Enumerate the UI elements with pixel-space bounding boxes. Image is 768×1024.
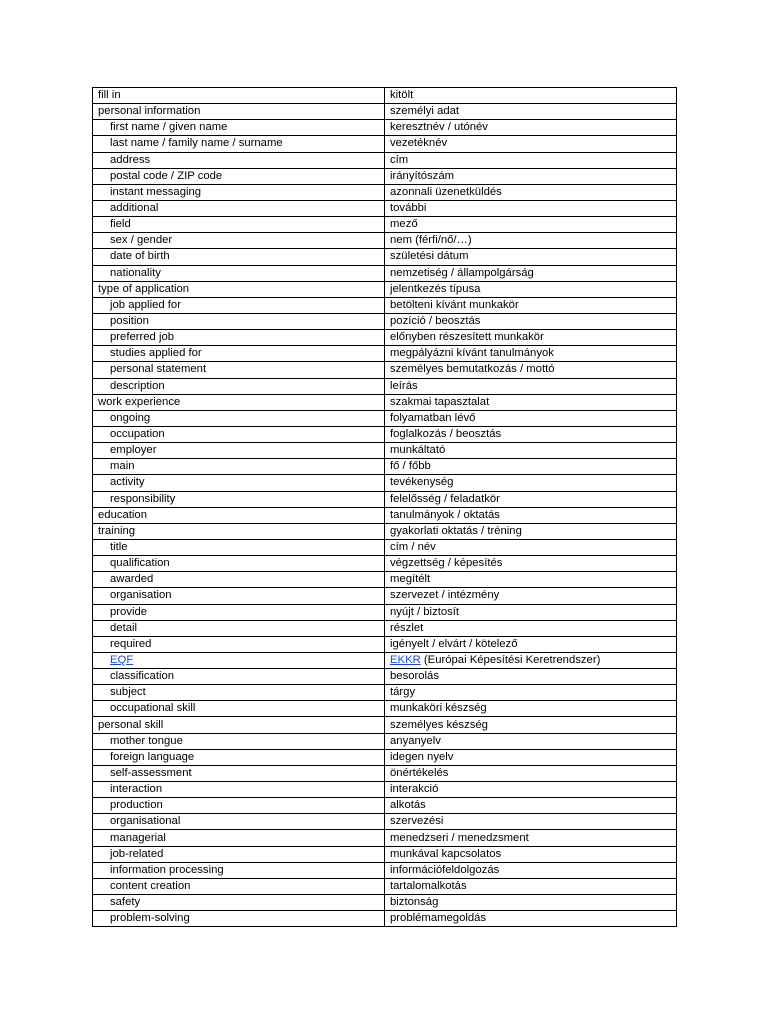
english-term-cell — [93, 313, 385, 329]
table-row — [93, 459, 677, 475]
hungarian-term-cell — [385, 233, 677, 249]
hungarian-term-cell — [385, 265, 677, 281]
hungarian-term: nemzetiség / állampolgárság — [390, 266, 534, 279]
hungarian-term: személyes bemutatkozás / mottó — [390, 363, 555, 376]
hungarian-term: tevékenység — [390, 476, 454, 489]
hungarian-term-cell — [385, 830, 677, 846]
hungarian-term-cell — [385, 814, 677, 830]
table-row — [93, 798, 677, 814]
hungarian-term-cell — [385, 378, 677, 394]
hungarian-term: anyanyelv — [390, 734, 441, 747]
english-term: job applied for — [110, 298, 181, 311]
english-term-cell — [93, 200, 385, 216]
english-term-cell — [93, 362, 385, 378]
hungarian-term-cell — [385, 539, 677, 555]
table-row — [93, 782, 677, 798]
english-term: main — [110, 460, 135, 473]
hungarian-term-link[interactable]: EKKR — [390, 653, 421, 666]
table-row — [93, 297, 677, 313]
english-term-link[interactable]: EQF — [110, 653, 134, 666]
english-term: work experience — [98, 395, 181, 408]
hungarian-term-cell — [385, 895, 677, 911]
table-row — [93, 604, 677, 620]
english-term: classification — [110, 670, 175, 683]
english-term-cell — [93, 685, 385, 701]
english-term: nationality — [110, 266, 161, 279]
english-term: additional — [110, 202, 159, 215]
english-term-cell — [93, 394, 385, 410]
table-row — [93, 313, 677, 329]
english-term: ongoing — [110, 411, 151, 424]
hungarian-term-cell — [385, 572, 677, 588]
hungarian-term-cell — [385, 426, 677, 442]
english-term-cell — [93, 701, 385, 717]
hungarian-term-cell — [385, 782, 677, 798]
hungarian-term-cell — [385, 556, 677, 572]
english-term-cell — [93, 507, 385, 523]
table-row — [93, 378, 677, 394]
hungarian-term-cell — [385, 588, 677, 604]
english-term-cell — [93, 346, 385, 362]
table-row — [93, 862, 677, 878]
hungarian-term: munkáltató — [390, 444, 446, 457]
hungarian-term-cell — [385, 652, 677, 668]
english-term: type of application — [98, 282, 190, 295]
hungarian-term: részlet — [390, 621, 424, 634]
table-row — [93, 636, 677, 652]
hungarian-term: besorolás — [390, 670, 439, 683]
hungarian-term: keresztnév / utónév — [390, 121, 488, 134]
english-term: information processing — [110, 863, 224, 876]
english-term-cell — [93, 168, 385, 184]
table-row — [93, 168, 677, 184]
table-row — [93, 911, 677, 927]
english-term: detail — [110, 621, 138, 634]
english-term-cell — [93, 749, 385, 765]
english-term-cell — [93, 717, 385, 733]
english-term-cell — [93, 88, 385, 104]
hungarian-term: tanulmányok / oktatás — [390, 508, 500, 521]
table-row — [93, 426, 677, 442]
english-term: position — [110, 315, 149, 328]
hungarian-term-cell — [385, 749, 677, 765]
hungarian-term-cell — [385, 878, 677, 894]
hungarian-term-cell — [385, 152, 677, 168]
english-term: postal code / ZIP code — [110, 169, 223, 182]
english-term: production — [110, 799, 163, 812]
english-term-cell — [93, 539, 385, 555]
hungarian-term: igényelt / elvárt / kötelező — [390, 637, 518, 650]
english-term: personal skill — [98, 718, 164, 731]
english-term-cell — [93, 846, 385, 862]
english-term: field — [110, 218, 131, 231]
english-term-cell — [93, 233, 385, 249]
english-term: description — [110, 379, 165, 392]
english-term-cell — [93, 765, 385, 781]
table-row — [93, 249, 677, 265]
english-term-cell — [93, 120, 385, 136]
english-term: problem-solving — [110, 912, 190, 925]
hungarian-term-cell — [385, 604, 677, 620]
hungarian-term: leírás — [390, 379, 418, 392]
table-row — [93, 217, 677, 233]
table-row — [93, 443, 677, 459]
hungarian-term: irányítószám — [390, 169, 455, 182]
hungarian-term-cell — [385, 249, 677, 265]
english-term: title — [110, 541, 128, 553]
english-term-cell — [93, 136, 385, 152]
hungarian-term-cell — [385, 217, 677, 233]
hungarian-term-cell — [385, 313, 677, 329]
english-term: activity — [110, 476, 145, 489]
english-term-cell — [93, 491, 385, 507]
table-row — [93, 88, 677, 104]
english-term-cell — [93, 378, 385, 394]
hungarian-term: kitölt — [390, 89, 414, 102]
english-term: content creation — [110, 879, 191, 892]
hungarian-term: szakmai tapasztalat — [390, 395, 490, 408]
hungarian-term-cell — [385, 733, 677, 749]
table-row — [93, 685, 677, 701]
table-row — [93, 330, 677, 346]
english-term-cell — [93, 217, 385, 233]
hungarian-term: jelentkezés típusa — [390, 282, 481, 295]
hungarian-term: végzettség / képesítés — [390, 557, 503, 570]
english-term: safety — [110, 896, 141, 909]
english-term-cell — [93, 878, 385, 894]
hungarian-term-cell — [385, 507, 677, 523]
hungarian-term: önértékelés — [390, 766, 449, 779]
english-term-cell — [93, 895, 385, 911]
english-term: mother tongue — [110, 734, 183, 747]
table-row — [93, 362, 677, 378]
english-term-cell — [93, 297, 385, 313]
english-term-cell — [93, 588, 385, 604]
english-term-cell — [93, 669, 385, 685]
hungarian-term-cell — [385, 620, 677, 636]
hungarian-term: pozíció / beosztás — [390, 315, 481, 328]
hungarian-term: alkotás — [390, 799, 426, 812]
table-row — [93, 523, 677, 539]
english-term: fill in — [98, 89, 121, 102]
hungarian-term: személyi adat — [390, 105, 460, 118]
table-row — [93, 475, 677, 491]
hungarian-term-cell — [385, 911, 677, 927]
hungarian-term: munkaköri készség — [390, 702, 487, 715]
english-term: education — [98, 508, 147, 521]
hungarian-term: azonnali üzenetküldés — [390, 185, 502, 198]
hungarian-term-cell — [385, 523, 677, 539]
hungarian-term: személyes készség — [390, 718, 488, 731]
hungarian-term: tartalomalkotás — [390, 879, 467, 892]
hungarian-term-cell — [385, 394, 677, 410]
english-term: organisation — [110, 589, 172, 602]
document-page — [92, 87, 676, 927]
english-term-cell — [93, 265, 385, 281]
table-row — [93, 620, 677, 636]
hungarian-term: gyakorlati oktatás / tréning — [390, 524, 522, 537]
table-row — [93, 572, 677, 588]
hungarian-term: betölteni kívánt munkakör — [390, 298, 519, 311]
hungarian-term: munkával kapcsolatos — [390, 847, 502, 860]
english-term-cell — [93, 426, 385, 442]
hungarian-term-cell — [385, 798, 677, 814]
table-row — [93, 846, 677, 862]
table-row — [93, 120, 677, 136]
table-row — [93, 200, 677, 216]
english-term-cell — [93, 556, 385, 572]
table-row — [93, 733, 677, 749]
english-term-cell — [93, 782, 385, 798]
english-term-cell — [93, 410, 385, 426]
english-term: responsibility — [110, 492, 176, 505]
hungarian-term: biztonság — [390, 896, 439, 909]
english-term-cell — [93, 814, 385, 830]
hungarian-term: felelősség / feladatkör — [390, 492, 500, 505]
english-term: provide — [110, 605, 148, 618]
hungarian-term-cell — [385, 120, 677, 136]
table-row — [93, 265, 677, 281]
table-row — [93, 410, 677, 426]
hungarian-term-cell — [385, 184, 677, 200]
table-row — [93, 233, 677, 249]
hungarian-term-cell — [385, 685, 677, 701]
table-row — [93, 136, 677, 152]
table-row — [93, 701, 677, 717]
table-row — [93, 669, 677, 685]
english-term: first name / given name — [110, 121, 228, 134]
table-row — [93, 830, 677, 846]
hungarian-term-cell — [385, 669, 677, 685]
english-term: subject — [110, 686, 146, 699]
hungarian-term: vezetéknév — [390, 137, 448, 150]
english-term-cell — [93, 572, 385, 588]
english-term: occupation — [110, 428, 165, 441]
hungarian-term-cell — [385, 475, 677, 491]
hungarian-term-cell — [385, 330, 677, 346]
hungarian-term-cell — [385, 104, 677, 120]
english-term-cell — [93, 620, 385, 636]
english-term: interaction — [110, 783, 163, 796]
hungarian-term-cell — [385, 765, 677, 781]
hungarian-term: interakció — [390, 783, 439, 796]
english-term-cell — [93, 330, 385, 346]
english-term-cell — [93, 733, 385, 749]
english-term-cell — [93, 911, 385, 927]
hungarian-term-cell — [385, 846, 677, 862]
english-term: qualification — [110, 557, 170, 570]
table-row — [93, 765, 677, 781]
hungarian-term-cell — [385, 281, 677, 297]
english-term: personal information — [98, 105, 201, 118]
hungarian-term: fő / főbb — [390, 460, 431, 473]
english-term: last name / family name / surname — [110, 137, 283, 150]
hungarian-term-cell — [385, 459, 677, 475]
hungarian-term: nem (férfi/nő/…) — [390, 234, 472, 247]
hungarian-term-cell — [385, 346, 677, 362]
english-term-cell — [93, 523, 385, 539]
english-term: studies applied for — [110, 347, 202, 360]
table-row — [93, 556, 677, 572]
english-term-cell — [93, 604, 385, 620]
table-row — [93, 491, 677, 507]
english-term: employer — [110, 444, 157, 457]
hungarian-term: cím — [390, 153, 409, 166]
hungarian-term: foglalkozás / beosztás — [390, 428, 502, 441]
table-row — [93, 281, 677, 297]
hungarian-term-cell — [385, 717, 677, 733]
hungarian-term: cím / név — [390, 541, 436, 553]
hungarian-term-cell — [385, 297, 677, 313]
hungarian-term: szervezet / intézmény — [390, 589, 500, 602]
hungarian-term: menedzseri / menedzsment — [390, 831, 529, 844]
english-term: sex / gender — [110, 234, 173, 247]
english-term: date of birth — [110, 250, 170, 263]
english-term: address — [110, 153, 151, 166]
hungarian-term-cell — [385, 701, 677, 717]
hungarian-term-cell — [385, 200, 677, 216]
table-row — [93, 152, 677, 168]
hungarian-term-cell — [385, 168, 677, 184]
table-row — [93, 749, 677, 765]
english-term-cell — [93, 830, 385, 846]
table-row — [93, 104, 677, 120]
english-term-cell — [93, 798, 385, 814]
english-term: required — [110, 637, 152, 650]
english-term: foreign language — [110, 750, 195, 763]
hungarian-term: információfeldolgozás — [390, 863, 500, 876]
english-term-cell — [93, 152, 385, 168]
english-term-cell — [93, 443, 385, 459]
table-row — [93, 588, 677, 604]
hungarian-term: szervezési — [390, 815, 444, 828]
english-term-cell — [93, 636, 385, 652]
hungarian-term: mező — [390, 218, 418, 231]
hungarian-term: idegen nyelv — [390, 750, 454, 763]
table-row — [93, 346, 677, 362]
hungarian-term: további — [390, 202, 427, 215]
english-term: awarded — [110, 573, 154, 586]
hungarian-term: tárgy — [390, 686, 416, 699]
english-term-cell — [93, 184, 385, 200]
hungarian-term-cell — [385, 136, 677, 152]
english-term-cell — [93, 862, 385, 878]
hungarian-term-cell — [385, 88, 677, 104]
hungarian-term-cell — [385, 636, 677, 652]
english-term: occupational skill — [110, 702, 196, 715]
english-term: personal statement — [110, 363, 207, 376]
table-row — [93, 878, 677, 894]
hungarian-term: problémamegoldás — [390, 912, 487, 925]
hungarian-term-cell — [385, 410, 677, 426]
table-row — [93, 895, 677, 911]
hungarian-term: megpályázni kívánt tanulmányok — [390, 347, 554, 360]
english-term: instant messaging — [110, 185, 202, 198]
english-term: training — [98, 524, 136, 537]
english-term: job-related — [110, 847, 164, 860]
glossary-table-body — [93, 88, 677, 927]
hungarian-term: folyamatban lévő — [390, 411, 476, 424]
table-row — [93, 507, 677, 523]
table-row — [93, 539, 677, 555]
english-term-cell — [93, 281, 385, 297]
table-row — [93, 717, 677, 733]
table-row — [93, 652, 677, 668]
hungarian-term: megítélt — [390, 573, 431, 586]
english-term: self-assessment — [110, 766, 192, 779]
hungarian-term: születési dátum — [390, 250, 469, 263]
english-term-cell — [93, 104, 385, 120]
english-term-cell — [93, 249, 385, 265]
hungarian-term-cell — [385, 443, 677, 459]
english-term-cell — [93, 475, 385, 491]
hungarian-term-cell — [385, 862, 677, 878]
table-row — [93, 814, 677, 830]
hungarian-term-cell — [385, 362, 677, 378]
hungarian-term: előnyben részesített munkakör — [390, 331, 544, 344]
table-row — [93, 394, 677, 410]
glossary-table — [92, 87, 677, 927]
english-term-cell — [93, 459, 385, 475]
english-term-cell — [93, 652, 385, 668]
hungarian-term: nyújt / biztosít — [390, 605, 460, 618]
hungarian-term-expansion: (Európai Képesítési Keretrendszer) — [420, 653, 601, 666]
hungarian-term-cell — [385, 491, 677, 507]
english-term: managerial — [110, 831, 166, 844]
english-term: preferred job — [110, 331, 175, 344]
table-row — [93, 184, 677, 200]
english-term: organisational — [110, 815, 181, 828]
